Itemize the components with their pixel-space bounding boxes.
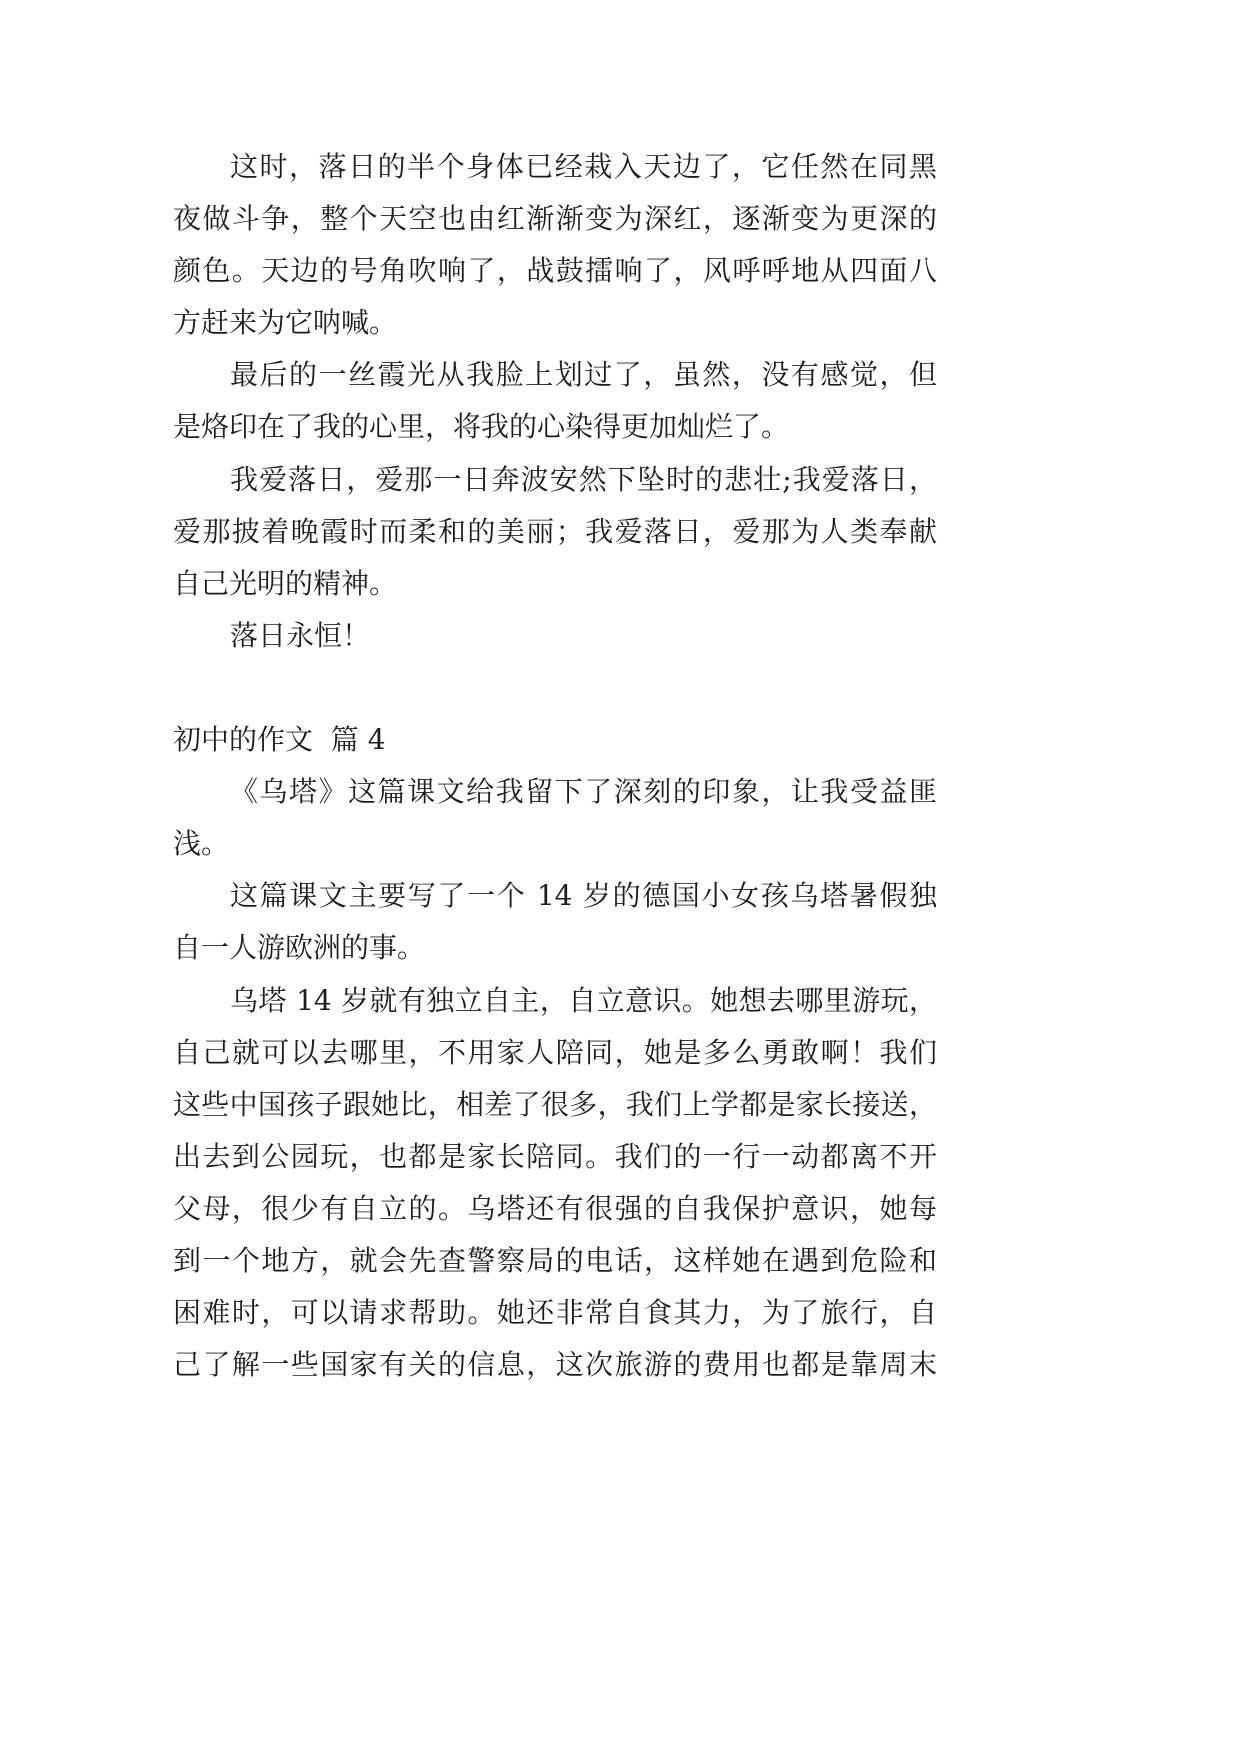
text-line: 这些中国孩子跟她比，相差了很多，我们上学都是家长接送， <box>173 1087 937 1121</box>
paragraph <box>173 870 937 974</box>
text-line: 爱那披着晚霞时而柔和的美丽；我爱落日，爱那为人类奉献 <box>173 514 937 548</box>
text-line: 方赶来为它呐喊。 <box>173 306 398 340</box>
section-heading: 初中的作文 篇 4 <box>173 723 386 757</box>
text-line: 自己就可以去哪里，不用家人陪同，她是多么勇敢啊！我们 <box>173 1035 937 1069</box>
text-line: 父母，很少有自立的。乌塔还有很强的自我保护意识，她每 <box>173 1191 937 1225</box>
document-page <box>173 141 937 1391</box>
paragraph <box>173 349 937 453</box>
blank-line <box>173 662 937 714</box>
text-line: 自一人游欧洲的事。 <box>173 931 426 965</box>
text-line: 夜做斗争，整个天空也由红渐渐变为深红，逐渐变为更深的 <box>173 202 937 236</box>
text-line: 我爱落日，爱那一日奔波安然下坠时的悲壮;我爱落日， <box>230 462 937 496</box>
paragraph <box>173 766 937 870</box>
text-line: 这时，落日的半个身体已经栽入天边了，它任然在同黑 <box>230 150 937 183</box>
text-line: 困难时，可以请求帮助。她还非常自食其力，为了旅行，自 <box>173 1296 937 1330</box>
text-line: 己了解一些国家有关的信息，这次旅游的费用也都是靠周末 <box>173 1348 937 1382</box>
text-line: 落日永恒！ <box>230 618 371 652</box>
paragraph <box>173 141 937 349</box>
text-line: 颜色。天边的号角吹响了，战鼓擂响了，风呼呼地从四面八 <box>173 254 937 288</box>
paragraph <box>173 610 937 662</box>
text-line: 是烙印在了我的心里，将我的心染得更加灿烂了。 <box>173 410 790 444</box>
text-line: 最后的一丝霞光从我脸上划过了，虽然，没有感觉，但 <box>230 358 937 392</box>
paragraph <box>173 975 937 1392</box>
text-line: 到一个地方，就会先查警察局的电话，这样她在遇到危险和 <box>173 1243 937 1277</box>
text-line: 《乌塔》这篇课文给我留下了深刻的印象，让我受益匪 <box>230 775 937 809</box>
paragraph <box>173 454 937 610</box>
text-line: 乌塔 14 岁就有独立自主，自立意识。她想去哪里游玩， <box>230 983 937 1017</box>
text-line: 浅。 <box>173 827 230 861</box>
text-line: 这篇课文主要写了一个 14 岁的德国小女孩乌塔暑假独 <box>230 879 937 913</box>
text-line: 自己光明的精神。 <box>173 566 398 600</box>
text-line: 出去到公园玩，也都是家长陪同。我们的一行一动都离不开 <box>173 1139 937 1173</box>
